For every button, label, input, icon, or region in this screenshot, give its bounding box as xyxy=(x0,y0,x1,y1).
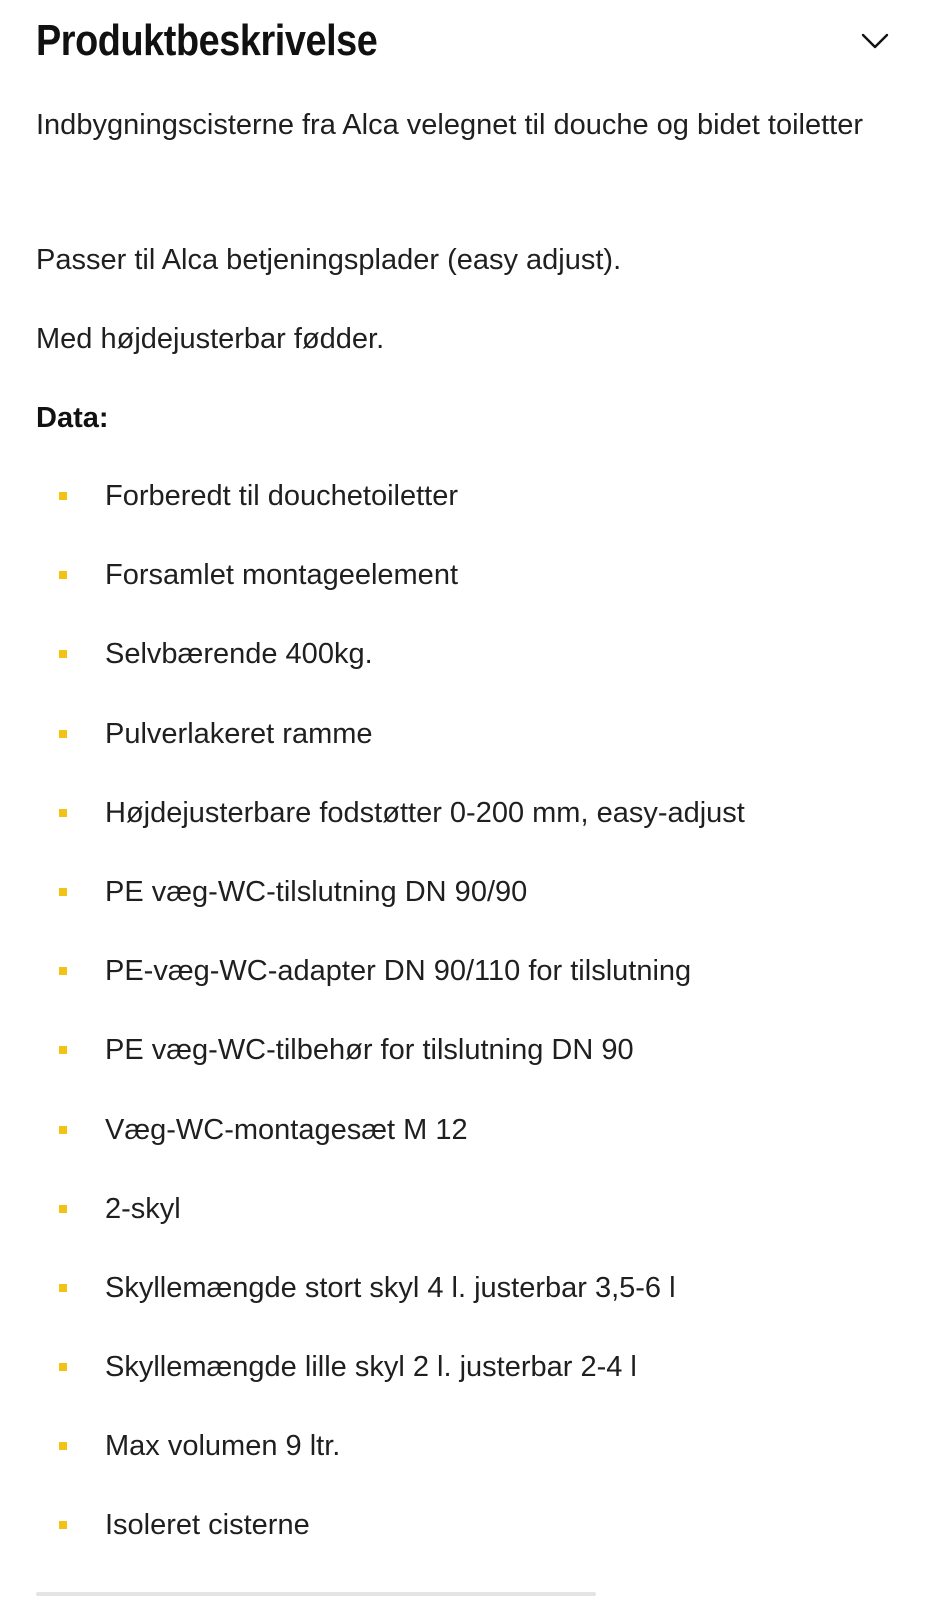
bullet-square-icon xyxy=(59,1442,67,1450)
bullet-square-icon xyxy=(59,492,67,500)
list-item-text: Max volumen 9 ltr. xyxy=(105,1430,341,1463)
bottom-divider xyxy=(36,1592,596,1596)
list-item-text: Skyllemængde stort skyl 4 l. justerbar 3,5-6 l xyxy=(105,1271,676,1304)
list-item xyxy=(0,933,926,1012)
list-item xyxy=(0,537,926,616)
data-heading: Data: xyxy=(36,402,109,434)
bullet-square-icon xyxy=(59,1521,67,1529)
description-paragraph-1: Indbygningscisterne fra Alca velegnet til douche og bidet toiletter xyxy=(36,109,864,141)
bullet-square-icon xyxy=(59,730,67,738)
section-title: Produktbeskrivelse xyxy=(36,16,378,65)
list-item-text: Forsamlet montageelement xyxy=(105,559,458,592)
description-paragraph-3: Med højdejusterbar fødder. xyxy=(36,323,385,355)
list-item-text: Selvbærende 400kg. xyxy=(105,638,373,671)
list-item xyxy=(0,458,926,537)
list-item-text: PE væg-WC-tilbehør for tilslutning DN 90 xyxy=(105,1034,634,1067)
chevron-down-icon[interactable] xyxy=(858,24,892,58)
bullet-square-icon xyxy=(59,967,67,975)
list-item-text: Væg-WC-montagesæt M 12 xyxy=(105,1113,468,1146)
bullet-square-icon xyxy=(59,1046,67,1054)
bullet-square-icon xyxy=(59,650,67,658)
bullet-square-icon xyxy=(59,1363,67,1371)
section-header[interactable] xyxy=(36,8,896,74)
list-item-text: Pulverlakeret ramme xyxy=(105,717,373,750)
bullet-square-icon xyxy=(59,1205,67,1213)
bullet-square-icon xyxy=(59,1126,67,1134)
list-item xyxy=(0,696,926,775)
list-item xyxy=(0,1092,926,1171)
list-item xyxy=(0,1012,926,1091)
list-item xyxy=(0,854,926,933)
list-item xyxy=(0,1171,926,1250)
bullet-square-icon xyxy=(59,1284,67,1292)
list-item xyxy=(0,1329,926,1408)
list-item-text: PE væg-WC-tilslutning DN 90/90 xyxy=(105,875,528,908)
list-item-text: Skyllemængde lille skyl 2 l. justerbar 2-4 l xyxy=(105,1351,637,1384)
list-item-text: PE-væg-WC-adapter DN 90/110 for tilslutning xyxy=(105,955,692,988)
bullet-square-icon xyxy=(59,809,67,817)
bullet-square-icon xyxy=(59,571,67,579)
list-item-text: Højdejusterbare fodstøtter 0-200 mm, easy-adjust xyxy=(105,796,745,829)
bullet-square-icon xyxy=(59,888,67,896)
list-item-text: Isoleret cisterne xyxy=(105,1509,310,1542)
list-item xyxy=(0,1487,926,1566)
data-list xyxy=(0,458,926,1567)
list-item xyxy=(0,1250,926,1329)
list-item-text: 2-skyl xyxy=(105,1192,181,1225)
list-item-text: Forberedt til douchetoiletter xyxy=(105,480,459,512)
description-paragraph-2: Passer til Alca betjeningsplader (easy adjust). xyxy=(36,244,622,276)
list-item xyxy=(0,616,926,695)
list-item xyxy=(0,775,926,854)
list-item xyxy=(0,1408,926,1487)
